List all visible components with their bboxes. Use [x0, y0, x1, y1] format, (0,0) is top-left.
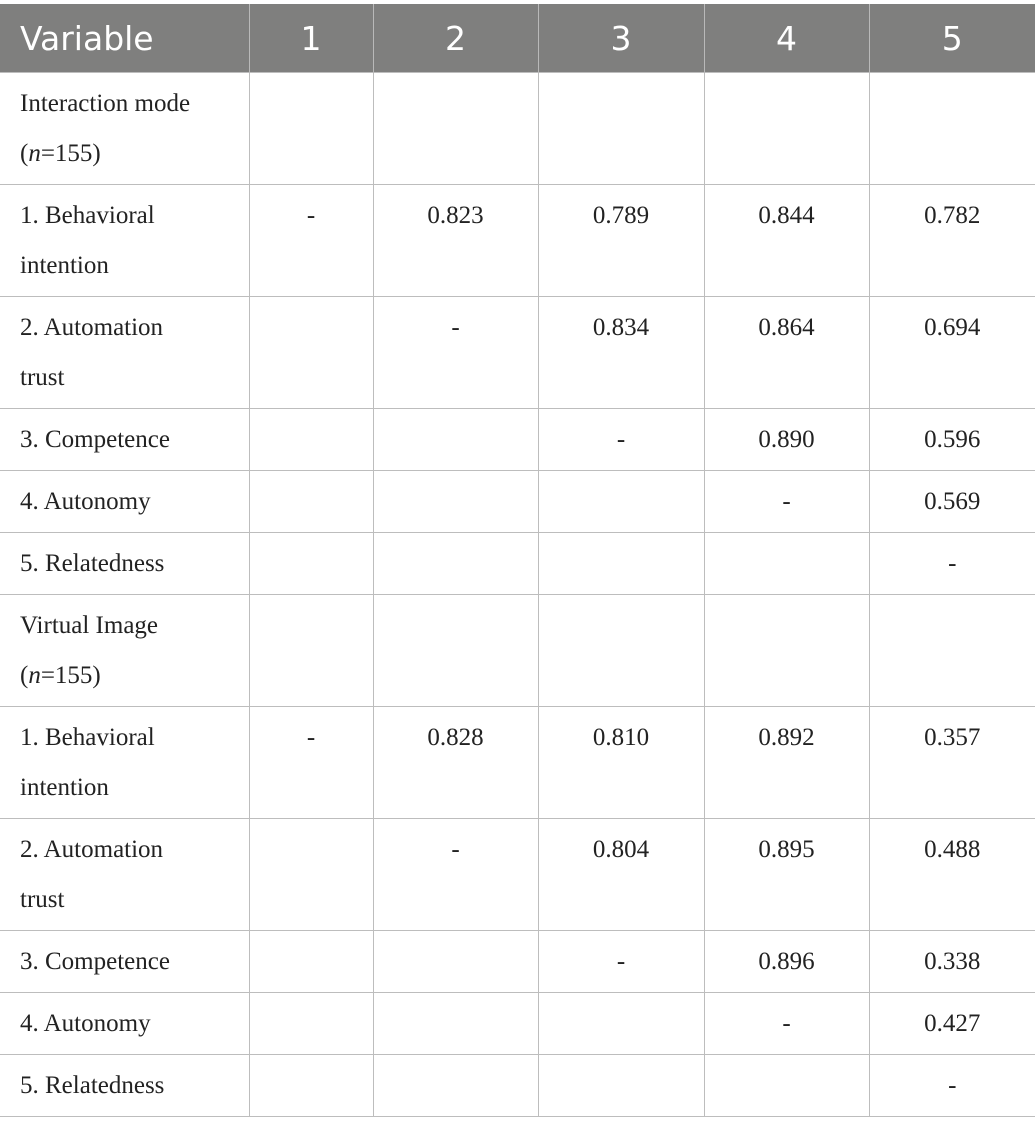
cell [373, 409, 538, 471]
row-label: 1. Behavioral intention [0, 185, 249, 297]
row-label: 2. Automation trust [0, 819, 249, 931]
group-header-row [0, 595, 1035, 707]
cell [249, 471, 373, 533]
header-col-3: 3 [538, 4, 704, 73]
table-row [0, 931, 1035, 993]
cell: - [249, 185, 373, 297]
cell [249, 1055, 373, 1117]
cell: 0.694 [869, 297, 1035, 409]
header-col-5: 5 [869, 4, 1035, 73]
cell [249, 993, 373, 1055]
table-row [0, 1055, 1035, 1117]
cell [538, 993, 704, 1055]
cell: 0.357 [869, 707, 1035, 819]
row-label: 3. Competence [0, 931, 249, 993]
header-col-2: 2 [373, 4, 538, 73]
cell: 0.804 [538, 819, 704, 931]
cell [373, 533, 538, 595]
row-label: 4. Autonomy [0, 471, 249, 533]
cell: 0.896 [704, 931, 869, 993]
cell [249, 819, 373, 931]
cell: 0.596 [869, 409, 1035, 471]
cell: 0.895 [704, 819, 869, 931]
cell: 0.834 [538, 297, 704, 409]
cell: - [538, 409, 704, 471]
row-label: 2. Automation trust [0, 297, 249, 409]
cell: 0.890 [704, 409, 869, 471]
cell: - [704, 993, 869, 1055]
cell [704, 1055, 869, 1117]
correlation-table [0, 4, 1035, 1117]
header-variable: Variable [0, 4, 249, 73]
cell: 0.427 [869, 993, 1035, 1055]
cell: - [373, 297, 538, 409]
table-header [0, 4, 1035, 73]
table-row [0, 707, 1035, 819]
cell: 0.789 [538, 185, 704, 297]
cell: 0.810 [538, 707, 704, 819]
cell: - [373, 819, 538, 931]
cell [538, 1055, 704, 1117]
cell [373, 931, 538, 993]
cell: 0.488 [869, 819, 1035, 931]
cell [373, 1055, 538, 1117]
cell: - [869, 1055, 1035, 1117]
table-row [0, 297, 1035, 409]
cell: 0.569 [869, 471, 1035, 533]
cell [373, 471, 538, 533]
cell: 0.823 [373, 185, 538, 297]
table-row [0, 185, 1035, 297]
cell: 0.844 [704, 185, 869, 297]
table-row [0, 993, 1035, 1055]
cell: 0.864 [704, 297, 869, 409]
row-label: 5. Relatedness [0, 1055, 249, 1117]
cell: 0.828 [373, 707, 538, 819]
cell: 0.892 [704, 707, 869, 819]
cell: - [538, 931, 704, 993]
row-label: 5. Relatedness [0, 533, 249, 595]
row-label: 3. Competence [0, 409, 249, 471]
cell [249, 409, 373, 471]
cell [249, 931, 373, 993]
cell [538, 533, 704, 595]
cell: - [869, 533, 1035, 595]
cell [373, 993, 538, 1055]
cell [538, 471, 704, 533]
table-row [0, 533, 1035, 595]
table-row [0, 819, 1035, 931]
cell: 0.782 [869, 185, 1035, 297]
cell: 0.338 [869, 931, 1035, 993]
cell [249, 297, 373, 409]
cell: - [249, 707, 373, 819]
header-row [0, 4, 1035, 73]
header-col-4: 4 [704, 4, 869, 73]
group-label: Interaction mode (n=155) [0, 73, 249, 185]
table-row [0, 471, 1035, 533]
row-label: 4. Autonomy [0, 993, 249, 1055]
group-header-row [0, 73, 1035, 185]
cell: - [704, 471, 869, 533]
cell [249, 533, 373, 595]
header-col-1: 1 [249, 4, 373, 73]
table-row [0, 409, 1035, 471]
cell [704, 533, 869, 595]
row-label: 1. Behavioral intention [0, 707, 249, 819]
group-label: Virtual Image (n=155) [0, 595, 249, 707]
